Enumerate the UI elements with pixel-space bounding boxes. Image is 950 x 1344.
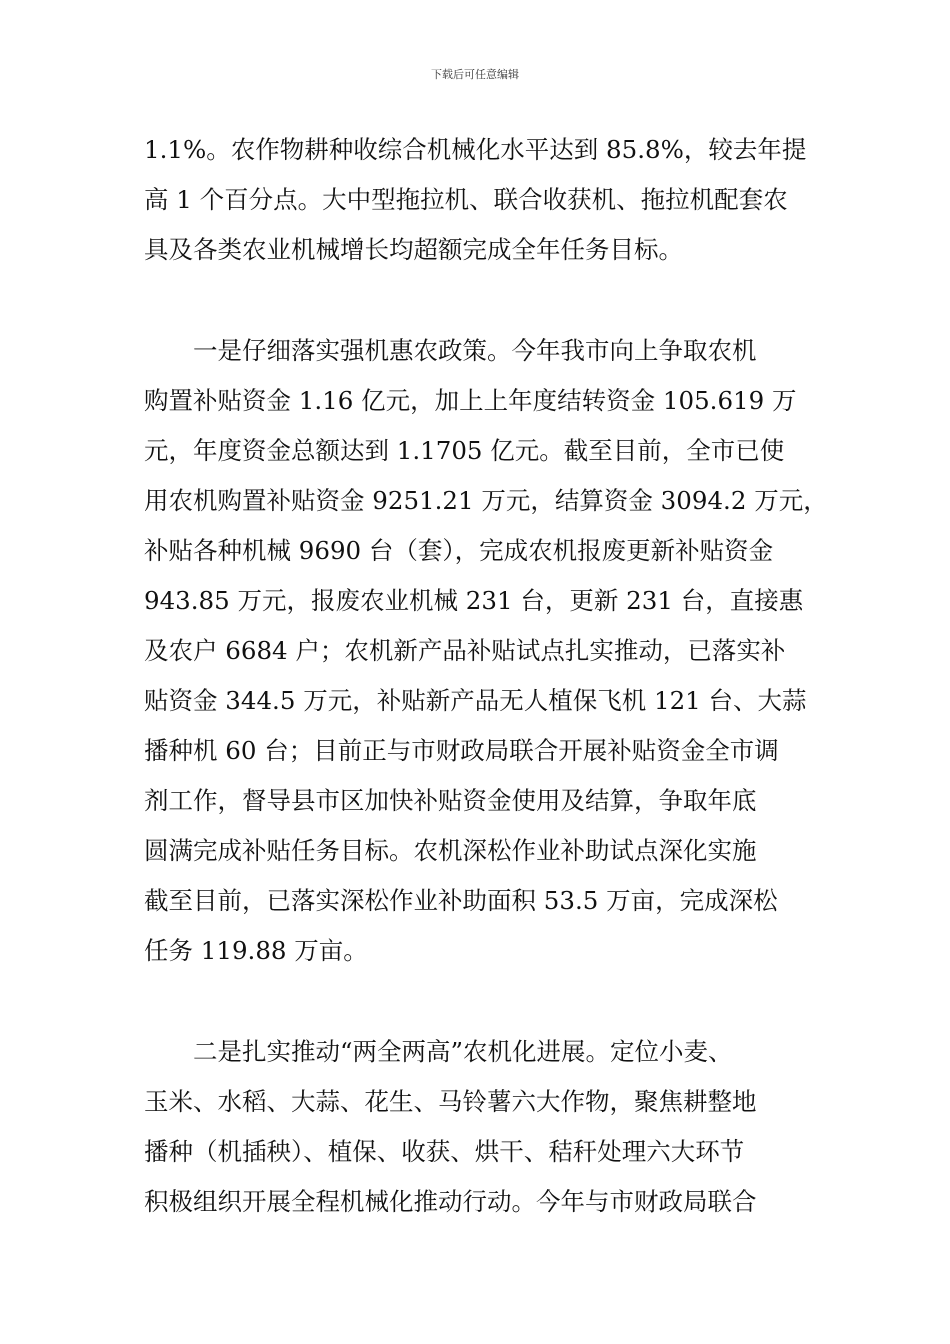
paragraph-line: 元，年度资金总额达到 1.1705 亿元。截至目前，全市已使: [144, 436, 785, 465]
paragraph-line: 943.85 万元，报废农业机械 231 台，更新 231 台，直接惠: [144, 586, 804, 615]
paragraph-line: 一是仔细落实强机惠农政策。今年我市向上争取农机: [144, 336, 757, 365]
paragraph-line: 播种（机插秧）、植保、收获、烘干、秸秆处理六大环节: [144, 1137, 745, 1166]
paragraph-line: 购置补贴资金 1.16 亿元，加上上年度结转资金 105.619 万: [144, 386, 797, 415]
paragraph-line: 剂工作，督导县市区加快补贴资金使用及结算，争取年底: [144, 786, 757, 815]
paragraph-line: 玉米、水稻、大蒜、花生、马铃薯六大作物，聚焦耕整地: [144, 1087, 757, 1116]
paragraph-line: 具及各类农业机械增长均超额完成全年任务目标。: [144, 235, 683, 264]
paragraph-line: 截至目前，已落实深松作业补助面积 53.5 万亩，完成深松: [144, 886, 778, 915]
paragraph-line: 播种机 60 台；目前正与市财政局联合开展补贴资金全市调: [144, 736, 779, 765]
paragraph-line: 及农户 6684 户；农机新产品补贴试点扎实推动，已落实补: [144, 636, 786, 665]
paragraph-line: 二是扎实推动“两全两高”农机化进展。定位小麦、: [144, 1037, 733, 1066]
paragraph-line: 积极组织开展全程机械化推动行动。今年与市财政局联合: [144, 1187, 757, 1216]
paragraph-line: 任务 119.88 万亩。: [144, 936, 368, 965]
paragraph-line: 贴资金 344.5 万元，补贴新产品无人植保飞机 121 台、大蒜: [144, 686, 807, 715]
paragraph-line: 用农机购置补贴资金 9251.21 万元，结算资金 3094.2 万元，: [144, 486, 828, 515]
paragraph-line: 圆满完成补贴任务目标。农机深松作业补助试点深化实施: [144, 836, 757, 865]
paragraph-line: 补贴各种机械 9690 台（套），完成农机报废更新补贴资金: [144, 536, 774, 565]
page-header-note: 下载后可任意编辑: [431, 68, 519, 81]
paragraph-line: 1.1%。农作物耕种收综合机械化水平达到 85.8%，较去年提: [144, 135, 807, 164]
paragraph-line: 高 1 个百分点。大中型拖拉机、联合收获机、拖拉机配套农: [144, 185, 788, 214]
